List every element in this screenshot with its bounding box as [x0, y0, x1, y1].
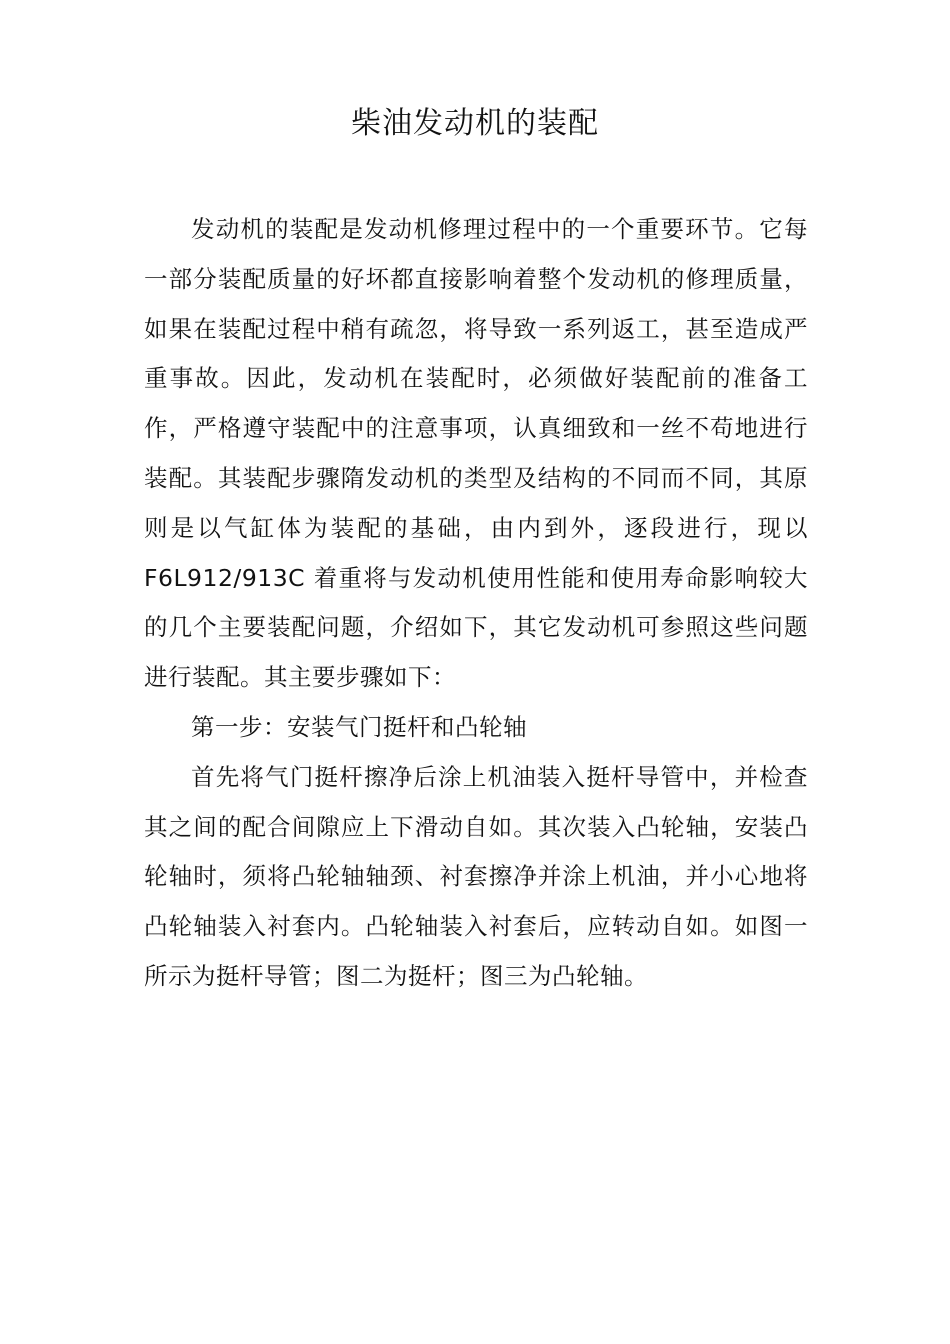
document-title: 柴油发动机的装配: [351, 106, 599, 141]
step-one-heading: 第一步：安装气门挺杆和凸轮轴: [191, 712, 527, 741]
intro-paragraph: 发动机的装配是发动机修理过程中的一个重要环节。它每一部分装配质量的好坏都直接影响着整个发动机的修理质量，如果在装配过程中稍有疏忽，将导致一系列返工，甚至造成严重事故。因此，发动机在装配时，必须做好装配前的准备工作，严格遵守装配中的注意事项，认真细致和一丝不苟地进行装配。其装配步骤隋发动机的类型及结构的不同而不同，其原则是以气缸体为装配的基础，由内到外，逐段进行，现以 F6L912/913C 着重将与发动机使用性能和使用寿命影响较大的几个主要装配问题，介绍如下，其它发动机可参照这些问题进行装配。其主要步骤如下：: [144, 215, 808, 692]
step-one-paragraph: 首先将气门挺杆擦净后涂上机油装入挺杆导管中，并检查其之间的配合间隙应上下滑动自如。其次装入凸轮轴，安装凸轮轴时，须将凸轮轴轴颈、衬套擦净并涂上机油，并小心地将凸轮轴装入衬套内。凸轮轴装入衬套后，应转动自如。如图一所示为挺杆导管；图二为挺杆；图三为凸轮轴。: [144, 762, 808, 990]
document-body: [144, 205, 808, 1002]
